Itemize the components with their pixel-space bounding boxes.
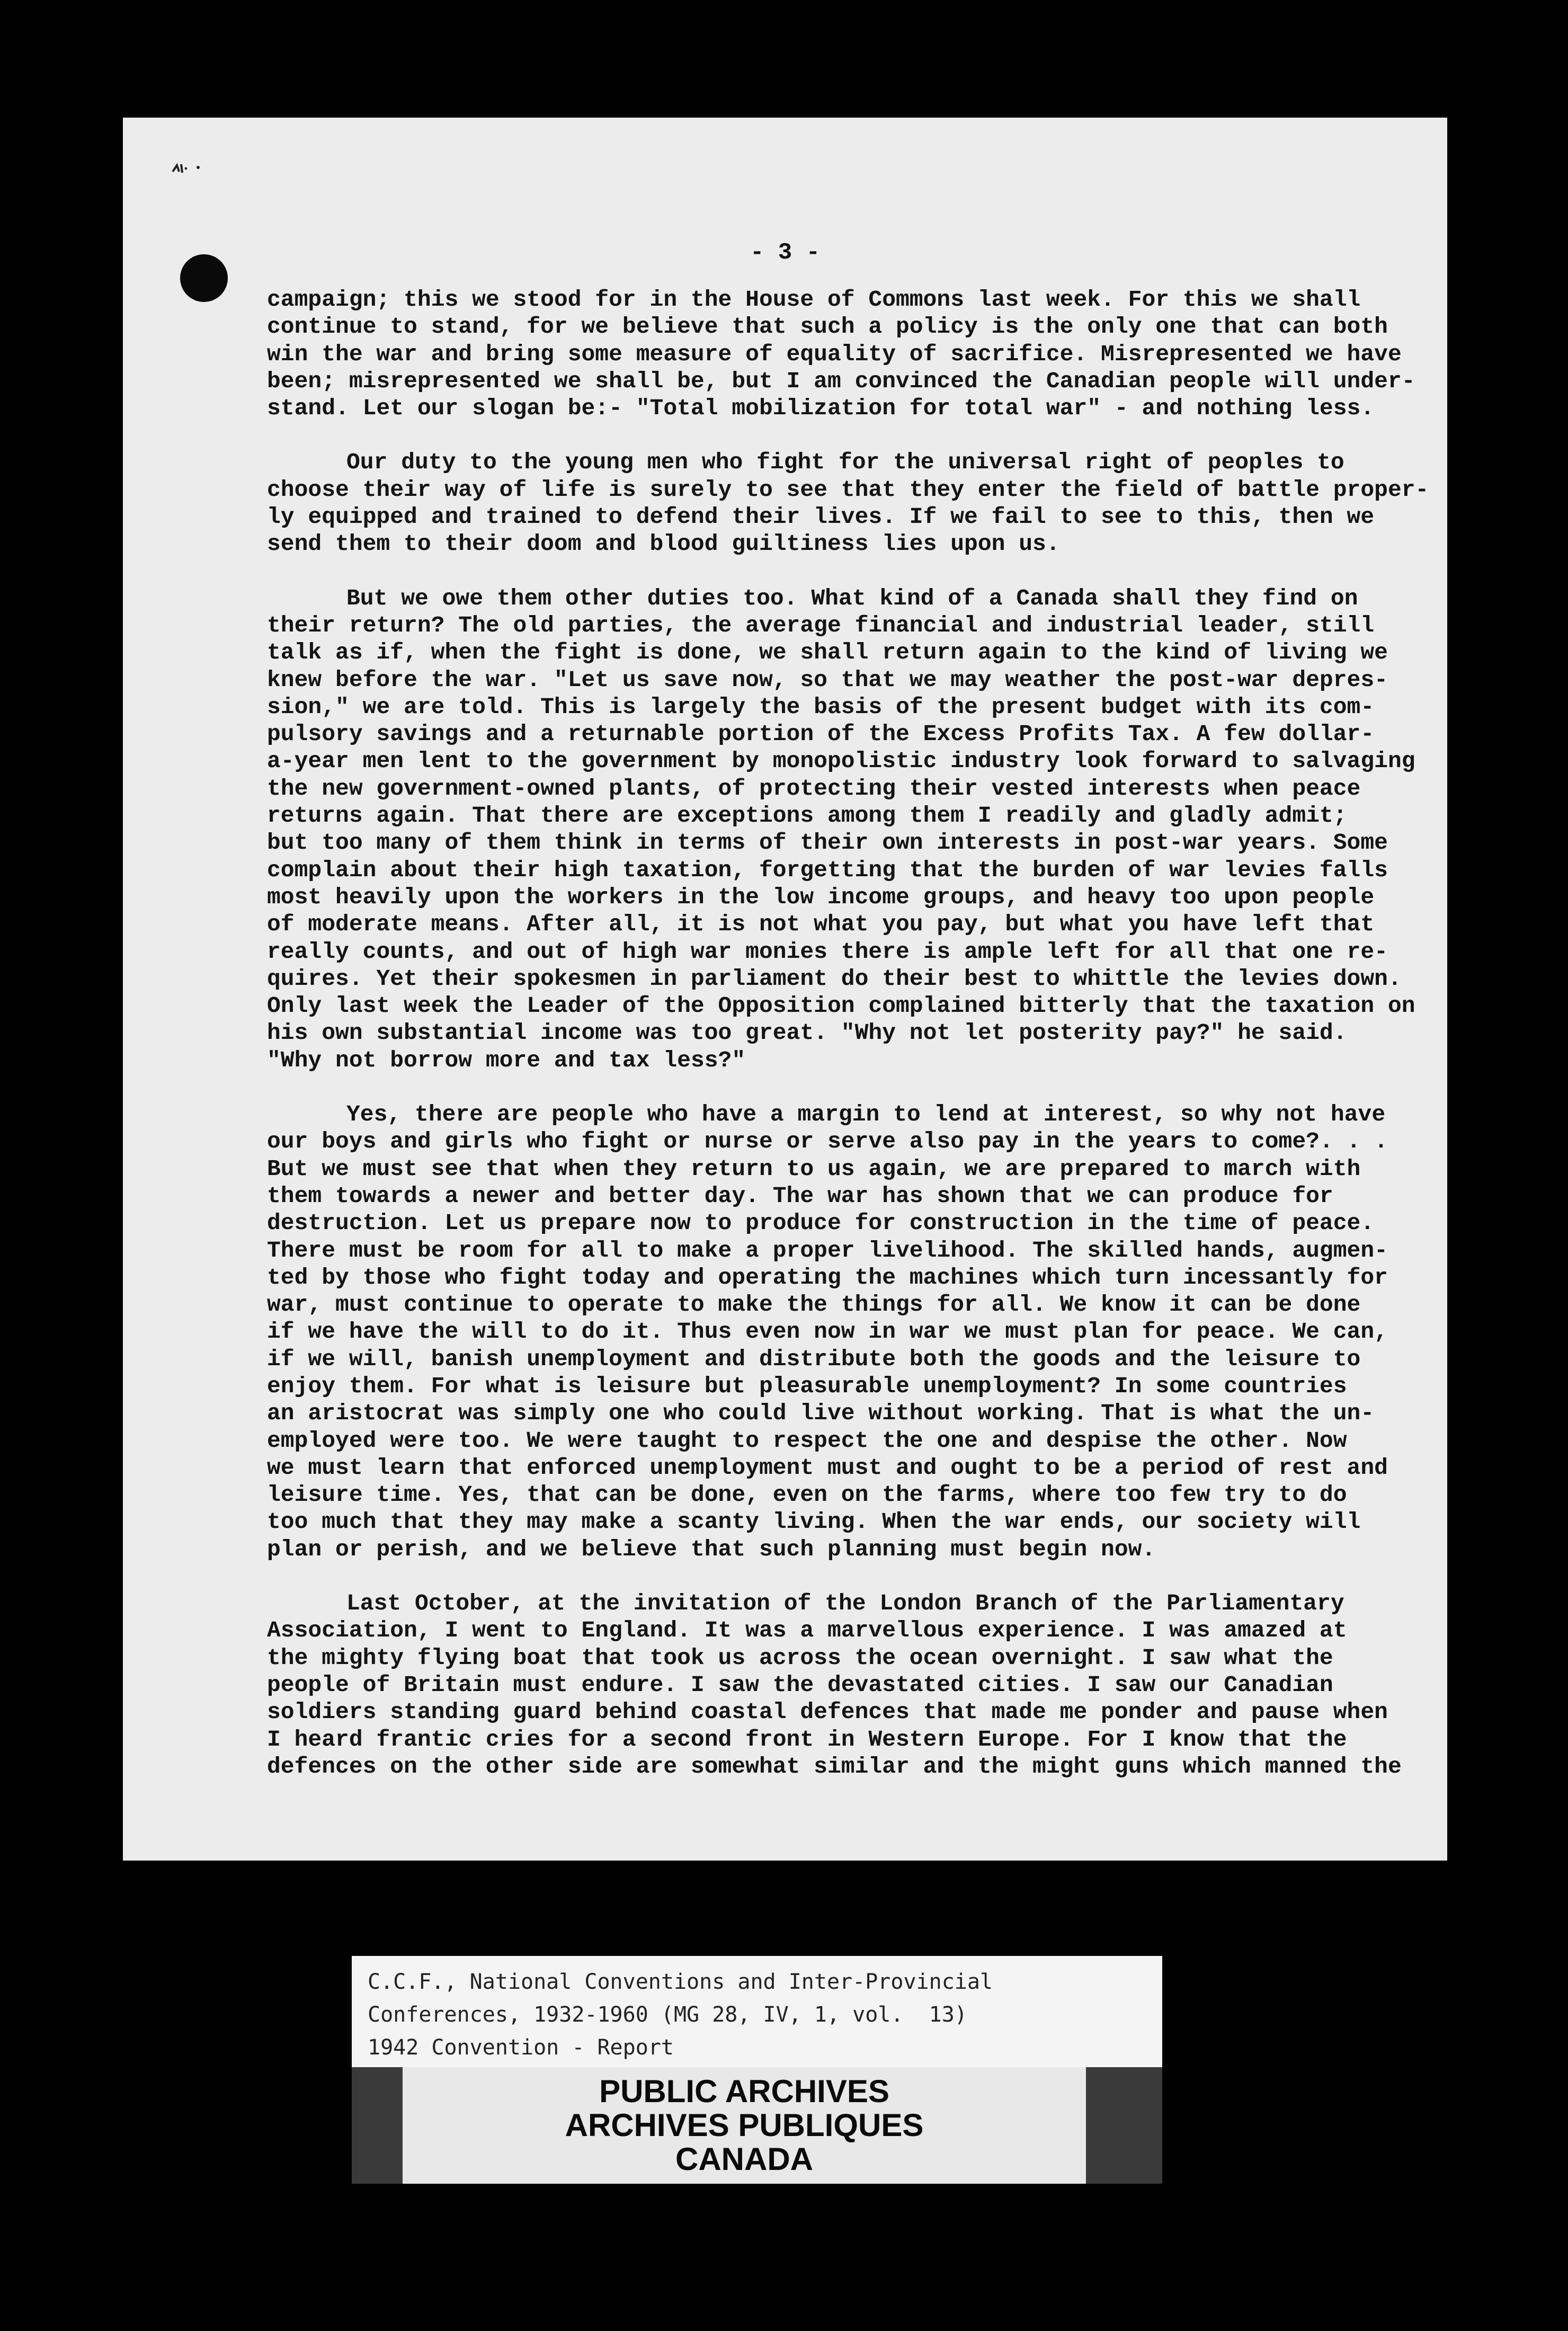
text-line: pulsory savings and a returnable portion of the Excess Profits Tax. A few dollar-: [267, 721, 1375, 748]
text-line: leisure time. Yes, that can be done, even on the farms, where too few try to do: [267, 1482, 1347, 1508]
archive-stamp-line: CANADA: [675, 2141, 813, 2177]
archive-stamp-line: PUBLIC ARCHIVES: [599, 2074, 889, 2109]
text-line: too much that they may make a scanty living. When the war ends, our society will: [267, 1509, 1361, 1535]
archive-label-line: 1942 Convention - Report: [368, 2035, 674, 2060]
handwritten-mark-icon: [171, 160, 202, 176]
text-line: the mighty flying boat that took us across the ocean overnight. I saw what the: [267, 1644, 1333, 1671]
text-line: But we must see that when they return to us again, we are prepared to march with: [267, 1155, 1361, 1182]
text-line: if we will, banish unemployment and distribute both the goods and the leisure to: [267, 1346, 1361, 1372]
paragraph: [267, 585, 1415, 1074]
text-line: been; misrepresented we shall be, but I am convinced the Canadian people will under-: [267, 368, 1415, 394]
text-line: soldiers standing guard behind coastal defences that made me ponder and pause when: [267, 1699, 1388, 1725]
text-line: Yes, there are people who have a margin to lend at interest, so why not have: [346, 1101, 1386, 1128]
text-line: of moderate means. After all, it is not what you pay, but what you have left that: [267, 911, 1375, 938]
text-line: plan or perish, and we believe that such planning must begin now.: [267, 1536, 1156, 1562]
paragraph: [267, 1101, 1388, 1563]
text-line: campaign; this we stood for in the House of Commons last week. For this we shall: [267, 287, 1361, 313]
text-line: employed were too. We were taught to respect the one and despise the other. Now: [267, 1427, 1347, 1454]
text-line: win the war and bring some measure of equality of sacrifice. Misrepresented we have: [267, 341, 1402, 367]
text-line: I heard frantic cries for a second front in Western Europe. For I know that the: [267, 1726, 1347, 1752]
page-number: - 3 -: [750, 239, 821, 266]
text-line: returns again. That there are exceptions among them I readily and gladly admit;: [267, 803, 1347, 829]
stamp-border: [352, 2067, 403, 2184]
stamp-border: [1086, 2067, 1162, 2184]
text-line: people of Britain must endure. I saw the devastated cities. I saw our Canadian: [267, 1671, 1333, 1698]
document-body: [267, 286, 1429, 1807]
paragraph: [267, 286, 1415, 422]
text-line: quires. Yet their spokesmen in parliament do their best to whittle the levies down.: [267, 965, 1402, 992]
archive-stamp: [403, 2067, 1086, 2184]
text-line: their return? The old parties, the average financial and industrial leader, still: [267, 612, 1375, 638]
archive-stamp-line: ARCHIVES PUBLIQUES: [565, 2107, 924, 2143]
text-line: stand. Let our slogan be:- "Total mobilization for total war" - and nothing less.: [267, 395, 1375, 422]
text-line: complain about their high taxation, forgetting that the burden of war levies falls: [267, 857, 1388, 883]
text-line: an aristocrat was simply one who could live without working. That is what the un-: [267, 1400, 1375, 1427]
text-line: talk as if, when the fight is done, we shall return again to the kind of living we: [267, 639, 1388, 666]
text-line: enjoy them. For what is leisure but pleasurable unemployment? In some countries: [267, 1373, 1347, 1399]
text-line: send them to their doom and blood guiltiness lies upon us.: [267, 531, 1060, 557]
text-line: defences on the other side are somewhat similar and the might guns which manned the: [267, 1753, 1402, 1780]
archive-label-line: C.C.F., National Conventions and Inter-Provincial: [368, 1970, 993, 1994]
text-line: knew before the war. "Let us save now, so that we may weather the post-war depres-: [267, 666, 1388, 693]
text-line: "Why not borrow more and tax less?": [267, 1047, 746, 1073]
text-line: them towards a newer and better day. The war has shown that we can produce for: [267, 1182, 1333, 1209]
text-line: our boys and girls who fight or nurse or serve also pay in the years to come?. . .: [267, 1128, 1388, 1155]
text-line: continue to stand, for we believe that such a policy is the only one that can both: [267, 314, 1388, 340]
text-line: choose their way of life is surely to see that they enter the field of battle proper-: [267, 476, 1429, 503]
text-line: ted by those who fight today and operating the machines which turn incessantly for: [267, 1264, 1388, 1291]
archive-reference-label: [352, 1956, 1162, 2067]
text-line: we must learn that enforced unemployment must and ought to be a period of rest and: [267, 1454, 1388, 1481]
text-line: destruction. Let us prepare now to produce for construction in the time of peace.: [267, 1210, 1375, 1236]
text-line: ly equipped and trained to defend their lives. If we fail to see to this, then we: [267, 504, 1375, 530]
text-line: There must be room for all to make a proper livelihood. The skilled hands, augmen-: [267, 1237, 1388, 1264]
text-line: the new government-owned plants, of protecting their vested interests when peace: [267, 775, 1361, 802]
text-line: sion," we are told. This is largely the basis of the present budget with its com-: [267, 693, 1375, 720]
text-line: most heavily upon the workers in the low income groups, and heavy too upon people: [267, 884, 1375, 910]
text-line: Association, I went to England. It was a marvellous experience. I was amazed at: [267, 1617, 1347, 1644]
text-line: Our duty to the young men who fight for the universal right of peoples to: [346, 449, 1344, 476]
text-line: Last October, at the invitation of the London Branch of the Parliamentary: [346, 1590, 1344, 1617]
text-line: really counts, and out of high war monies there is ample left for all that one re-: [267, 938, 1388, 965]
text-line: But we owe them other duties too. What kind of a Canada shall they find on: [346, 585, 1358, 611]
text-line: Only last week the Leader of the Opposition complained bitterly that the taxation on: [267, 993, 1415, 1019]
typed-page: [123, 118, 1447, 1861]
text-line: war, must continue to operate to make the things for all. We know it can be done: [267, 1292, 1361, 1318]
text-line: but too many of them think in terms of their own interests in post-war years. Some: [267, 830, 1388, 856]
text-line: a-year men lent to the government by monopolistic industry look forward to salvaging: [267, 748, 1415, 775]
archive-label-line: Conferences, 1932-1960 (MG 28, IV, 1, vol. 13): [368, 2003, 967, 2027]
text-line: his own substantial income was too great. "Why not let posterity pay?" he said.: [267, 1020, 1347, 1046]
text-line: if we have the will to do it. Thus even now in war we must plan for peace. We can,: [267, 1319, 1388, 1345]
paragraph: [267, 1590, 1402, 1780]
paragraph: [267, 449, 1429, 557]
